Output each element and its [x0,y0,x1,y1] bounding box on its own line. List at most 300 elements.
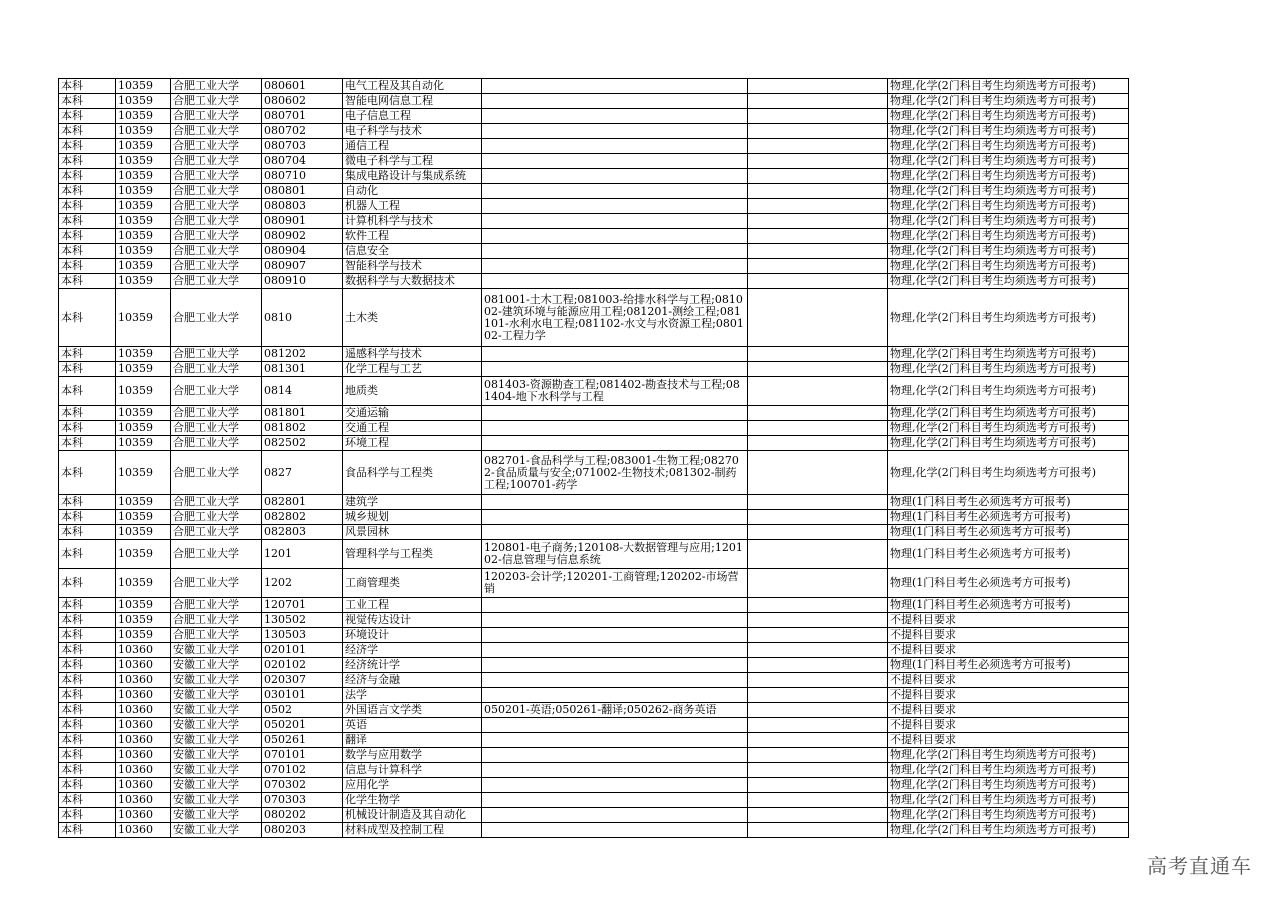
school-name-cell: 合肥工业大学 [171,377,262,406]
subject-requirement-cell: 物理,化学(2门科目考生均须选考方可报考) [888,169,1129,184]
major-code-cell: 080602 [262,94,343,109]
school-code-cell: 10359 [116,569,171,598]
major-name-cell: 机械设计制造及其自动化 [343,808,482,823]
table-row [59,628,1129,643]
subject-requirement-cell: 物理,化学(2门科目考生均须选考方可报考) [888,124,1129,139]
included-majors-cell [482,244,748,259]
major-name-cell: 经济学 [343,643,482,658]
school-name-cell: 安徽工业大学 [171,748,262,763]
school-name-cell: 合肥工业大学 [171,199,262,214]
subject-requirement-cell: 物理,化学(2门科目考生均须选考方可报考) [888,377,1129,406]
major-name-cell: 土木类 [343,289,482,347]
table-row [59,214,1129,229]
remarks-cell [748,525,888,540]
major-code-cell: 081202 [262,347,343,362]
school-name-cell: 合肥工业大学 [171,274,262,289]
school-name-cell: 合肥工业大学 [171,540,262,569]
school-name-cell: 合肥工业大学 [171,79,262,94]
remarks-cell [748,688,888,703]
level-cell: 本科 [59,406,116,421]
remarks-cell [748,823,888,838]
table-row [59,109,1129,124]
included-majors-cell [482,808,748,823]
school-code-cell: 10359 [116,214,171,229]
level-cell: 本科 [59,718,116,733]
included-majors-cell [482,229,748,244]
school-code-cell: 10360 [116,688,171,703]
level-cell: 本科 [59,436,116,451]
remarks-cell [748,154,888,169]
major-name-cell: 数据科学与大数据技术 [343,274,482,289]
school-name-cell: 合肥工业大学 [171,406,262,421]
table-row [59,199,1129,214]
school-code-cell: 10359 [116,421,171,436]
included-majors-cell [482,124,748,139]
school-name-cell: 合肥工业大学 [171,214,262,229]
school-code-cell: 10359 [116,377,171,406]
major-code-cell: 130502 [262,613,343,628]
table-row [59,823,1129,838]
school-name-cell: 合肥工业大学 [171,628,262,643]
remarks-cell [748,139,888,154]
remarks-cell [748,109,888,124]
level-cell: 本科 [59,733,116,748]
major-name-cell: 电子科学与技术 [343,124,482,139]
level-cell: 本科 [59,613,116,628]
level-cell: 本科 [59,703,116,718]
major-name-cell: 建筑学 [343,495,482,510]
major-name-cell: 环境设计 [343,628,482,643]
table-row [59,525,1129,540]
major-name-cell: 工业工程 [343,598,482,613]
subject-requirement-cell: 物理,化学(2门科目考生均须选考方可报考) [888,808,1129,823]
major-name-cell: 地质类 [343,377,482,406]
remarks-cell [748,495,888,510]
school-code-cell: 10359 [116,436,171,451]
included-majors-cell: 120203-会计学;120201-工商管理;120202-市场营销 [482,569,748,598]
major-code-cell: 082502 [262,436,343,451]
included-majors-cell [482,763,748,778]
school-name-cell: 安徽工业大学 [171,703,262,718]
remarks-cell [748,244,888,259]
major-name-cell: 外国语言文学类 [343,703,482,718]
remarks-cell [748,673,888,688]
table-row [59,79,1129,94]
school-code-cell: 10359 [116,109,171,124]
subject-requirement-cell: 不提科目要求 [888,703,1129,718]
major-name-cell: 化学工程与工艺 [343,362,482,377]
level-cell: 本科 [59,274,116,289]
subject-requirement-cell: 物理(1门科目考生必须选考方可报考) [888,658,1129,673]
included-majors-cell [482,643,748,658]
watermark-text: 高考直通车 [1147,854,1252,878]
enrollment-table [58,78,1129,838]
school-name-cell: 合肥工业大学 [171,569,262,598]
major-code-cell: 080710 [262,169,343,184]
school-name-cell: 安徽工业大学 [171,808,262,823]
table-row [59,377,1129,406]
level-cell: 本科 [59,347,116,362]
major-code-cell: 130503 [262,628,343,643]
included-majors-cell [482,628,748,643]
major-code-cell: 050201 [262,718,343,733]
subject-requirement-cell: 不提科目要求 [888,733,1129,748]
school-name-cell: 安徽工业大学 [171,658,262,673]
school-code-cell: 10359 [116,540,171,569]
table-row [59,495,1129,510]
remarks-cell [748,436,888,451]
major-name-cell: 电子信息工程 [343,109,482,124]
major-code-cell: 1202 [262,569,343,598]
major-code-cell: 0827 [262,451,343,495]
major-code-cell: 080702 [262,124,343,139]
major-code-cell: 020101 [262,643,343,658]
table-row [59,703,1129,718]
subject-requirement-cell: 物理,化学(2门科目考生均须选考方可报考) [888,274,1129,289]
remarks-cell [748,598,888,613]
table-row [59,244,1129,259]
major-code-cell: 050261 [262,733,343,748]
subject-requirement-cell: 不提科目要求 [888,643,1129,658]
school-code-cell: 10360 [116,748,171,763]
school-code-cell: 10359 [116,124,171,139]
subject-requirement-cell: 不提科目要求 [888,718,1129,733]
school-code-cell: 10359 [116,94,171,109]
table-row [59,169,1129,184]
school-name-cell: 合肥工业大学 [171,184,262,199]
remarks-cell [748,229,888,244]
remarks-cell [748,778,888,793]
school-code-cell: 10359 [116,169,171,184]
remarks-cell [748,748,888,763]
major-name-cell: 风景园林 [343,525,482,540]
subject-requirement-cell: 物理,化学(2门科目考生均须选考方可报考) [888,79,1129,94]
major-code-cell: 080601 [262,79,343,94]
level-cell: 本科 [59,259,116,274]
major-code-cell: 070302 [262,778,343,793]
school-name-cell: 安徽工业大学 [171,793,262,808]
major-name-cell: 应用化学 [343,778,482,793]
school-name-cell: 安徽工业大学 [171,688,262,703]
level-cell: 本科 [59,748,116,763]
remarks-cell [748,808,888,823]
major-code-cell: 080801 [262,184,343,199]
school-name-cell: 安徽工业大学 [171,673,262,688]
table-row [59,718,1129,733]
school-name-cell: 合肥工业大学 [171,347,262,362]
included-majors-cell [482,94,748,109]
school-code-cell: 10360 [116,778,171,793]
table-row [59,406,1129,421]
included-majors-cell [482,214,748,229]
table-row [59,808,1129,823]
table-row [59,139,1129,154]
school-code-cell: 10359 [116,229,171,244]
school-code-cell: 10359 [116,406,171,421]
included-majors-cell [482,748,748,763]
included-majors-cell [482,436,748,451]
major-name-cell: 通信工程 [343,139,482,154]
major-name-cell: 机器人工程 [343,199,482,214]
subject-requirement-cell: 物理,化学(2门科目考生均须选考方可报考) [888,139,1129,154]
subject-requirement-cell: 物理,化学(2门科目考生均须选考方可报考) [888,347,1129,362]
subject-requirement-cell: 物理,化学(2门科目考生均须选考方可报考) [888,763,1129,778]
school-code-cell: 10359 [116,154,171,169]
school-name-cell: 合肥工业大学 [171,510,262,525]
school-code-cell: 10360 [116,763,171,778]
school-name-cell: 合肥工业大学 [171,289,262,347]
major-code-cell: 080202 [262,808,343,823]
school-name-cell: 安徽工业大学 [171,778,262,793]
table-body [59,79,1129,838]
major-name-cell: 自动化 [343,184,482,199]
subject-requirement-cell: 不提科目要求 [888,613,1129,628]
school-code-cell: 10360 [116,808,171,823]
major-code-cell: 082801 [262,495,343,510]
level-cell: 本科 [59,525,116,540]
included-majors-cell [482,169,748,184]
included-majors-cell [482,613,748,628]
major-code-cell: 030101 [262,688,343,703]
subject-requirement-cell: 物理(1门科目考生必须选考方可报考) [888,525,1129,540]
major-code-cell: 0810 [262,289,343,347]
level-cell: 本科 [59,362,116,377]
included-majors-cell [482,510,748,525]
table-row [59,793,1129,808]
major-code-cell: 081301 [262,362,343,377]
major-code-cell: 080907 [262,259,343,274]
remarks-cell [748,510,888,525]
remarks-cell [748,79,888,94]
major-name-cell: 视觉传达设计 [343,613,482,628]
school-name-cell: 合肥工业大学 [171,94,262,109]
remarks-cell [748,569,888,598]
level-cell: 本科 [59,94,116,109]
level-cell: 本科 [59,569,116,598]
major-name-cell: 智能电网信息工程 [343,94,482,109]
school-code-cell: 10359 [116,362,171,377]
remarks-cell [748,169,888,184]
subject-requirement-cell: 物理,化学(2门科目考生均须选考方可报考) [888,199,1129,214]
major-name-cell: 食品科学与工程类 [343,451,482,495]
major-name-cell: 交通工程 [343,421,482,436]
subject-requirement-cell: 物理,化学(2门科目考生均须选考方可报考) [888,244,1129,259]
level-cell: 本科 [59,229,116,244]
major-name-cell: 经济统计学 [343,658,482,673]
subject-requirement-cell: 物理(1门科目考生必须选考方可报考) [888,569,1129,598]
school-code-cell: 10359 [116,274,171,289]
level-cell: 本科 [59,643,116,658]
subject-requirement-cell: 物理,化学(2门科目考生均须选考方可报考) [888,184,1129,199]
table-row [59,94,1129,109]
level-cell: 本科 [59,778,116,793]
subject-requirement-cell: 物理,化学(2门科目考生均须选考方可报考) [888,406,1129,421]
level-cell: 本科 [59,823,116,838]
school-code-cell: 10360 [116,643,171,658]
level-cell: 本科 [59,154,116,169]
included-majors-cell [482,495,748,510]
included-majors-cell [482,421,748,436]
school-code-cell: 10360 [116,793,171,808]
included-majors-cell [482,79,748,94]
school-code-cell: 10360 [116,718,171,733]
table-row [59,259,1129,274]
major-name-cell: 经济与金融 [343,673,482,688]
table-row [59,184,1129,199]
major-name-cell: 环境工程 [343,436,482,451]
major-name-cell: 交通运输 [343,406,482,421]
school-name-cell: 安徽工业大学 [171,763,262,778]
major-code-cell: 0502 [262,703,343,718]
subject-requirement-cell: 不提科目要求 [888,688,1129,703]
major-name-cell: 材料成型及控制工程 [343,823,482,838]
major-name-cell: 法学 [343,688,482,703]
school-name-cell: 合肥工业大学 [171,525,262,540]
included-majors-cell [482,598,748,613]
remarks-cell [748,377,888,406]
school-name-cell: 合肥工业大学 [171,124,262,139]
school-name-cell: 合肥工业大学 [171,139,262,154]
school-code-cell: 10359 [116,598,171,613]
major-name-cell: 信息与计算科学 [343,763,482,778]
major-code-cell: 080902 [262,229,343,244]
subject-requirement-cell: 物理(1门科目考生必须选考方可报考) [888,598,1129,613]
included-majors-cell [482,688,748,703]
major-code-cell: 080703 [262,139,343,154]
level-cell: 本科 [59,199,116,214]
major-name-cell: 数学与应用数学 [343,748,482,763]
level-cell: 本科 [59,79,116,94]
school-name-cell: 合肥工业大学 [171,229,262,244]
subject-requirement-cell: 物理,化学(2门科目考生均须选考方可报考) [888,421,1129,436]
major-code-cell: 081802 [262,421,343,436]
major-name-cell: 翻译 [343,733,482,748]
table-row [59,229,1129,244]
subject-requirement-cell: 物理,化学(2门科目考生均须选考方可报考) [888,436,1129,451]
included-majors-cell [482,199,748,214]
remarks-cell [748,184,888,199]
school-name-cell: 合肥工业大学 [171,362,262,377]
major-code-cell: 080910 [262,274,343,289]
school-code-cell: 10360 [116,703,171,718]
level-cell: 本科 [59,139,116,154]
school-code-cell: 10360 [116,673,171,688]
school-code-cell: 10359 [116,347,171,362]
remarks-cell [748,289,888,347]
school-name-cell: 合肥工业大学 [171,109,262,124]
level-cell: 本科 [59,598,116,613]
subject-requirement-cell: 物理(1门科目考生必须选考方可报考) [888,510,1129,525]
level-cell: 本科 [59,421,116,436]
remarks-cell [748,451,888,495]
school-name-cell: 合肥工业大学 [171,169,262,184]
level-cell: 本科 [59,540,116,569]
level-cell: 本科 [59,214,116,229]
subject-requirement-cell: 物理,化学(2门科目考生均须选考方可报考) [888,109,1129,124]
remarks-cell [748,362,888,377]
remarks-cell [748,406,888,421]
level-cell: 本科 [59,377,116,406]
level-cell: 本科 [59,244,116,259]
school-code-cell: 10359 [116,510,171,525]
major-name-cell: 遥感科学与技术 [343,347,482,362]
table-row [59,124,1129,139]
major-name-cell: 集成电路设计与集成系统 [343,169,482,184]
table-row [59,347,1129,362]
school-name-cell: 合肥工业大学 [171,613,262,628]
major-code-cell: 120701 [262,598,343,613]
remarks-cell [748,421,888,436]
subject-requirement-cell: 物理(1门科目考生必须选考方可报考) [888,540,1129,569]
table-row [59,274,1129,289]
school-name-cell: 合肥工业大学 [171,436,262,451]
major-name-cell: 信息安全 [343,244,482,259]
subject-requirement-cell: 物理,化学(2门科目考生均须选考方可报考) [888,94,1129,109]
major-code-cell: 081801 [262,406,343,421]
level-cell: 本科 [59,124,116,139]
major-code-cell: 020102 [262,658,343,673]
school-name-cell: 合肥工业大学 [171,154,262,169]
table-row [59,510,1129,525]
included-majors-cell: 050201-英语;050261-翻译;050262-商务英语 [482,703,748,718]
included-majors-cell [482,184,748,199]
major-code-cell: 080803 [262,199,343,214]
major-name-cell: 工商管理类 [343,569,482,598]
table-row [59,748,1129,763]
school-code-cell: 10359 [116,184,171,199]
remarks-cell [748,274,888,289]
included-majors-cell [482,823,748,838]
level-cell: 本科 [59,451,116,495]
level-cell: 本科 [59,793,116,808]
major-code-cell: 070101 [262,748,343,763]
level-cell: 本科 [59,510,116,525]
table-row [59,362,1129,377]
subject-requirement-cell: 物理,化学(2门科目考生均须选考方可报考) [888,793,1129,808]
school-name-cell: 安徽工业大学 [171,733,262,748]
included-majors-cell [482,406,748,421]
included-majors-cell [482,793,748,808]
included-majors-cell: 082701-食品科学与工程;083001-生物工程;082702-食品质量与安全;071002-生物技术;081302-制药工程;100701-药学 [482,451,748,495]
major-name-cell: 计算机科学与技术 [343,214,482,229]
major-name-cell: 管理科学与工程类 [343,540,482,569]
included-majors-cell: 120801-电子商务;120108-大数据管理与应用;120102-信息管理与信息系统 [482,540,748,569]
major-code-cell: 080203 [262,823,343,838]
table-row [59,436,1129,451]
level-cell: 本科 [59,169,116,184]
major-name-cell: 微电子科学与工程 [343,154,482,169]
school-code-cell: 10359 [116,613,171,628]
table-row [59,569,1129,598]
school-code-cell: 10359 [116,79,171,94]
school-name-cell: 合肥工业大学 [171,495,262,510]
remarks-cell [748,347,888,362]
remarks-cell [748,658,888,673]
table-row [59,778,1129,793]
subject-requirement-cell: 不提科目要求 [888,628,1129,643]
table-row [59,658,1129,673]
school-name-cell: 合肥工业大学 [171,598,262,613]
table-row [59,613,1129,628]
table-row [59,598,1129,613]
school-code-cell: 10360 [116,733,171,748]
included-majors-cell [482,525,748,540]
subject-requirement-cell: 物理,化学(2门科目考生均须选考方可报考) [888,823,1129,838]
table-row [59,421,1129,436]
level-cell: 本科 [59,808,116,823]
included-majors-cell [482,274,748,289]
included-majors-cell [482,259,748,274]
